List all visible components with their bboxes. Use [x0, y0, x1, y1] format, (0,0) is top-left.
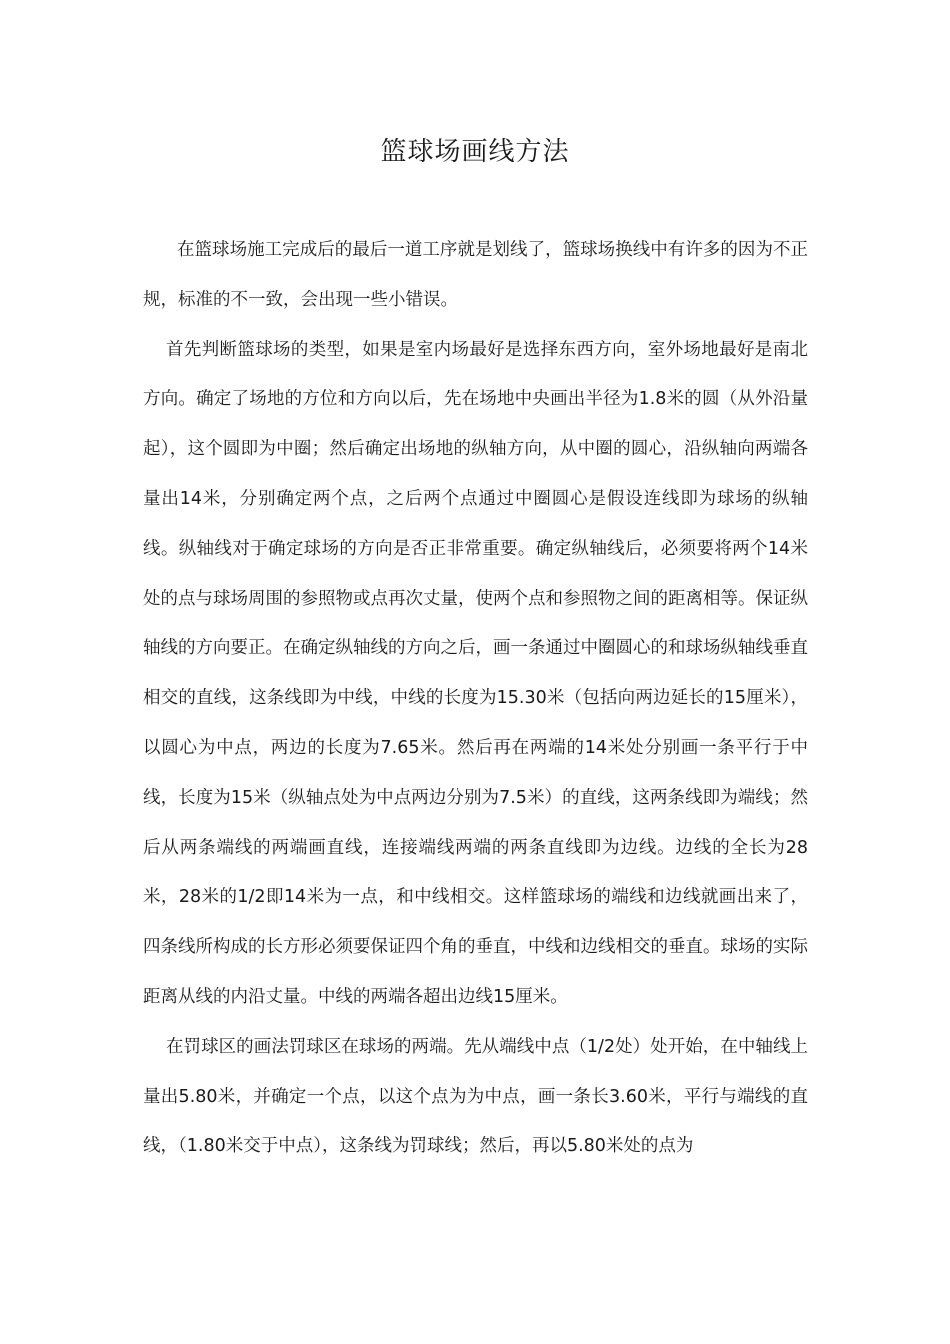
document-title: 篮球场画线方法: [380, 137, 570, 167]
paragraph-intro: 在篮球场施工完成后的最后一道工序就是划线了，篮球场换线中有许多的因为不正规，标准的不一致，会出现一些小错误。: [143, 240, 808, 310]
document-body: [143, 226, 808, 1172]
paragraph-free-throw-area: 在罚球区的画法罚球区在球场的两端。先从端线中点（1/2处）处开始，在中轴线上量出5.80米，并确定一个点，以这个点为为中点，画一条长3.60米，平行与端线的直线，（1.80米交于中点），这条线为罚球线；然后，再以5.80米处的点为: [143, 1036, 808, 1157]
paragraph-court-layout: 首先判断篮球场的类型，如果是室内场最好是选择东西方向，室外场地最好是南北方向。确定了场地的方位和方向以后，先在场地中央画出半径为1.8米的圆（从外沿量起），这个圆即为中圈；然后确定出场地的纵轴方向，从中圈的圆心，沿纵轴向两端各量出14米，分别确定两个点，之后两个点通过中圈圆心是假设连线即为球场的纵轴线。纵轴线对于确定球场的方向是否正非常重要。确定纵轴线后，必须要将两个14米处的点与球场周围的参照物或点再次丈量，使两个点和参照物之间的距离相等。保证纵轴线的方向要正。在确定纵轴线的方向之后，画一条通过中圈圆心的和球场纵轴线垂直相交的直线，这条线即为中线，中线的长度为15.30米（包括向两边延长的15厘米），以圆心为中点，两边的长度为7.65米。然后再在两端的14米处分别画一条平行于中线，长度为15米（纵轴点处为中点两边分别为7.5米）的直线，这两条线即为端线；然后从两条端线的两端画直线，连接端线两端的两条直线即为边线。边线的全长为28米，28米的1/2即14米为一点，和中线相交。这样篮球场的端线和边线就画出来了，四条线所构成的长方形必须要保证四个角的垂直，中线和边线相交的垂直。球场的实际距离从线的内沿丈量。中线的两端各超出边线15厘米。: [143, 339, 808, 1007]
